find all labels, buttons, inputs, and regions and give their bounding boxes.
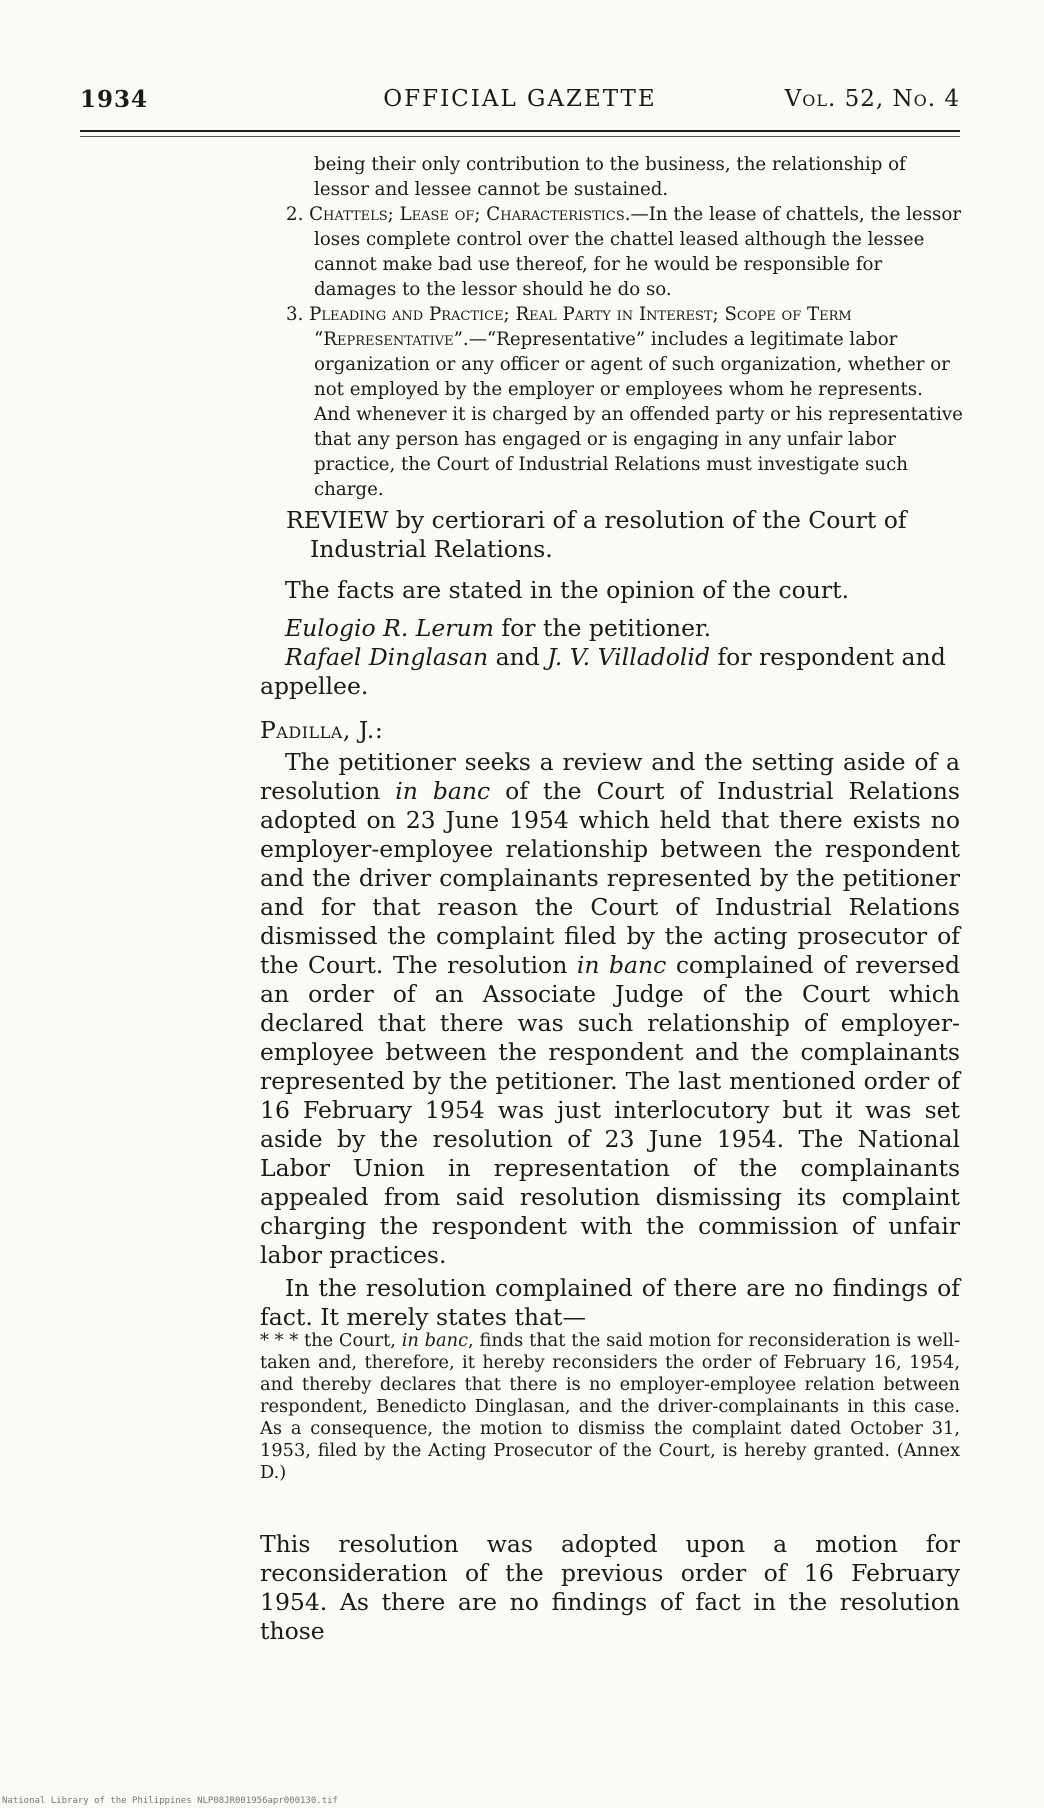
opinion-paragraph-2: In the resolution complained of there are no findings of fact. It merely states that— [260, 1274, 960, 1331]
syllabus-number: 2. [286, 204, 310, 225]
syllabus-item-3 [264, 302, 964, 502]
counsel-name: Rafael Dinglasan [285, 643, 489, 671]
scan-footer: National Library of the Philippines NLP08JR001956apr000130.tif [2, 1796, 338, 1806]
counsel-role: for respondent and appellee. [260, 643, 946, 700]
syllabus-text: —In the lease of chattels, the lessor loses complete control over the chattel leased although the lessee cannot make bad use thereof, for he would be responsible for damages to the lessor should he do so. [314, 204, 962, 300]
opinion-paragraph-3: This resolution was adopted upon a motion for reconsideration of the previous order of 16 February 1954. As there are no findings of fact in the resolution those [260, 1530, 960, 1645]
opinion-body [260, 748, 960, 1332]
syllabus-continuation: being their only contribution to the business, the relationship of lessor and lessee cannot be sustained. [314, 154, 906, 200]
text-run: complained of reversed an order of an Associate Judge of the Court which declared that there was such relationship of employer-employee between the respondent and the complainants represented by the petitioner. The last mentioned order of 16 February 1954 was just interlocutory but it was set aside by the resolution of 23 June 1954. The National Labor Union in representation of the complainants appealed from said resolution dismissing its complaint charging the respondent with the commission of unfair labor practices. [260, 951, 960, 1269]
header-rule-thin [80, 136, 960, 137]
header-rule [80, 130, 960, 132]
counsel [260, 614, 960, 701]
page-header [80, 86, 960, 126]
block-quote [260, 1330, 960, 1484]
syllabus [264, 152, 964, 502]
text-run-italic: in banc [576, 951, 667, 979]
counsel-role: for the petitioner. [493, 614, 712, 642]
text-run-italic: in banc [395, 777, 491, 805]
opinion-paragraph-1 [260, 748, 960, 1270]
text-run: of the Court of Industrial Relations adopted on 23 June 1954 which held that there exists no employer-employee relationship between the respondent and the driver complainants represented by the petitioner and for that reason the Court of Industrial Relations dismissed the complaint filed by the acting prosecutor of the Court. The resolution [260, 777, 960, 979]
text-run: , finds that the said motion for reconsideration is well-taken and, therefore, it hereby reconsiders the order of February 16, 1954, and thereby declares that there is no employer-employee relation between respondent, Benedicto Dinglasan, and the driver-complainants in this case. As a consequence, the motion to dismiss the complaint dated October 31, 1953, filed by the Acting Prosecutor of the Court, is hereby granted. (Annex D.) [260, 1330, 960, 1483]
publication-title: OFFICIAL GAZETTE [383, 86, 657, 112]
counsel-petitioner [260, 614, 960, 643]
counsel-name: J. V. Villadolid [547, 643, 710, 671]
counsel-respondent [260, 643, 960, 701]
syllabus-text: —“Representative” includes a legitimate labor organization or any officer or agent of such organization, whether or not employed by the employer or employees whom he represents. And whenever it is charged by an offended party or his representative that any person has engaged or is engaging in any unfair labor practice, the Court of Industrial Relations must investigate such charge. [314, 329, 963, 500]
opinion-author: Padilla, J.: [260, 716, 384, 744]
syllabus-item-2 [264, 202, 964, 302]
text-run: The petitioner seeks a review and the setting aside of a resolution [260, 748, 960, 805]
text-run-italic: in banc [401, 1330, 469, 1351]
opinion-continuation [260, 1530, 960, 1646]
syllabus-number: 3. [286, 304, 310, 325]
text-run: * * * the Court, [260, 1330, 402, 1351]
review-statement: REVIEW by certiorari of a resolution of the Court of Industrial Relations. [286, 506, 907, 563]
volume-number: Vol. 52, No. 4 [784, 86, 960, 112]
counsel-conjunction: and [488, 643, 548, 671]
counsel-name: Eulogio R. Lerum [285, 614, 494, 642]
page-number: 1934 [80, 86, 149, 113]
syllabus-heading: Chattels; Lease of; Characteristics. [309, 204, 631, 225]
syllabus-heading: Pleading and Practice; Real Party in Interest; Scope of Term “Representative”. [309, 304, 852, 350]
facts-statement: The facts are stated in the opinion of the court. [285, 576, 850, 604]
